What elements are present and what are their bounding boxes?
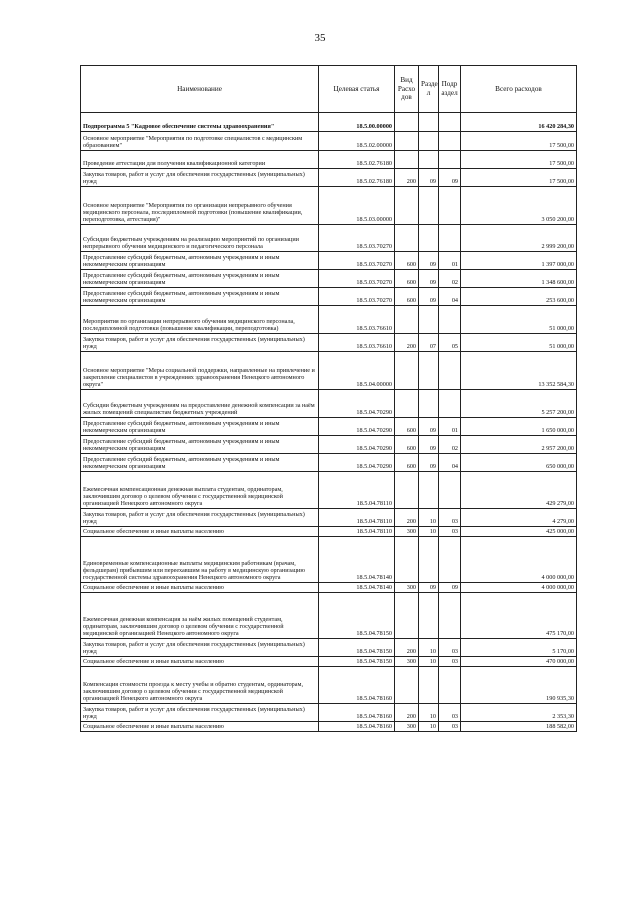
row-target-article: 18.5.03.70270 (319, 252, 395, 270)
row-section: 09 (419, 436, 439, 454)
row-total: 1 397 000,00 (461, 252, 577, 270)
row-name: Предоставление субсидий бюджетным, автономным учреждениям и иным некоммерческим организациям (81, 418, 319, 436)
row-section: 10 (419, 509, 439, 527)
table-row (81, 225, 577, 252)
row-section: 09 (419, 583, 439, 593)
table-header-row (81, 66, 577, 113)
row-total: 5 257 200,00 (461, 390, 577, 418)
row-total: 2 999 200,00 (461, 225, 577, 252)
row-total: 425 000,00 (461, 527, 577, 537)
row-total: 2 957 200,00 (461, 436, 577, 454)
row-subsection (439, 537, 461, 583)
row-target-article: 18.5.03.70270 (319, 288, 395, 306)
row-section: 10 (419, 657, 439, 667)
row-section: 09 (419, 418, 439, 436)
row-section: 09 (419, 288, 439, 306)
table-row (81, 334, 577, 352)
row-subsection: 01 (439, 418, 461, 436)
row-total: 475 170,00 (461, 593, 577, 639)
row-expense-kind (395, 113, 419, 132)
row-section (419, 593, 439, 639)
row-expense-kind: 600 (395, 288, 419, 306)
row-total: 188 582,00 (461, 722, 577, 732)
row-section: 09 (419, 252, 439, 270)
row-name: Предоставление субсидий бюджетным, автономным учреждениям и иным некоммерческим организациям (81, 252, 319, 270)
row-subsection: 03 (439, 527, 461, 537)
table-row (81, 418, 577, 436)
header-subsection: Подр аздел (439, 66, 461, 113)
row-expense-kind: 300 (395, 657, 419, 667)
row-subsection (439, 306, 461, 334)
row-expense-kind: 600 (395, 454, 419, 472)
row-subsection: 03 (439, 722, 461, 732)
table-row (81, 593, 577, 639)
row-subsection: 01 (439, 252, 461, 270)
row-name: Мероприятия по организации непрерывного обучения медицинского персонала, последипломной подготовки (повышение квалификации, переподготовка) (81, 306, 319, 334)
row-subsection: 03 (439, 639, 461, 657)
row-subsection: 02 (439, 436, 461, 454)
table-row (81, 169, 577, 187)
row-name: Ежемесячная денежная компенсация за наём жилых помещений студентам, ординаторам, заключившим договор о целевом обучении с государственной медицинской организацией Ненецкого автономного округа (81, 593, 319, 639)
table-row (81, 657, 577, 667)
row-section (419, 352, 439, 390)
row-name: Предоставление субсидий бюджетным, автономным учреждениям и иным некоммерческим организациям (81, 436, 319, 454)
row-section: 10 (419, 527, 439, 537)
row-subsection (439, 472, 461, 509)
row-expense-kind: 200 (395, 509, 419, 527)
row-name: Проведение аттестации для получения квалификационной категории (81, 151, 319, 169)
header-name: Наименование (81, 66, 319, 113)
row-section (419, 132, 439, 151)
table-row (81, 306, 577, 334)
row-total: 650 000,00 (461, 454, 577, 472)
table-row (81, 270, 577, 288)
row-target-article: 18.5.03.70270 (319, 225, 395, 252)
row-total: 429 279,00 (461, 472, 577, 509)
row-target-article: 18.5.04.78160 (319, 667, 395, 704)
row-target-article: 18.5.00.00000 (319, 113, 395, 132)
row-expense-kind: 200 (395, 704, 419, 722)
table-row (81, 187, 577, 225)
row-expense-kind (395, 151, 419, 169)
row-name: Закупка товаров, работ и услуг для обеспечения государственных (муниципальных) нужд (81, 334, 319, 352)
row-subsection (439, 225, 461, 252)
table-row (81, 252, 577, 270)
row-total: 13 352 584,30 (461, 352, 577, 390)
row-name: Основное мероприятие "Мероприятия по подготовке специалистов с медицинским образованием" (81, 132, 319, 151)
row-section (419, 667, 439, 704)
row-name: Предоставление субсидий бюджетным, автономным учреждениям и иным некоммерческим организациям (81, 454, 319, 472)
row-section (419, 151, 439, 169)
row-expense-kind: 300 (395, 527, 419, 537)
row-subsection (439, 352, 461, 390)
table-row (81, 527, 577, 537)
row-target-article: 18.5.02.76180 (319, 151, 395, 169)
row-target-article: 18.5.04.78140 (319, 583, 395, 593)
row-target-article: 18.5.03.76610 (319, 306, 395, 334)
row-section (419, 390, 439, 418)
table-row (81, 390, 577, 418)
row-subsection (439, 667, 461, 704)
row-section: 09 (419, 169, 439, 187)
row-expense-kind (395, 225, 419, 252)
row-expense-kind: 600 (395, 436, 419, 454)
row-subsection: 02 (439, 270, 461, 288)
row-name: Социальное обеспечение и иные выплаты населению (81, 527, 319, 537)
row-section (419, 225, 439, 252)
page-number: 35 (314, 32, 326, 44)
header-expense-kind: Вид Расхо дов (395, 66, 419, 113)
row-target-article: 18.5.04.78110 (319, 472, 395, 509)
table-row (81, 472, 577, 509)
row-target-article: 18.5.04.78110 (319, 527, 395, 537)
row-target-article: 18.5.04.78150 (319, 657, 395, 667)
row-total: 4 000 000,00 (461, 537, 577, 583)
row-name: Закупка товаров, работ и услуг для обеспечения государственных (муниципальных) нужд (81, 704, 319, 722)
row-total: 17 500,00 (461, 169, 577, 187)
row-section: 10 (419, 722, 439, 732)
table-row (81, 704, 577, 722)
row-name: Единовременные компенсационные выплаты медицинским работникам (врачам, фельдшерам) прибывшим или переехавшим на работу в медицинскую организацию государственной системы здравоохранения Ненецкого автономного округа (81, 537, 319, 583)
row-total: 4 000 000,00 (461, 583, 577, 593)
row-name: Ежемесячная компенсационная денежная выплата студентам, ординаторам, заключившим договор о целевом обучении с государственной медицинской организацией Ненецкого автономного округа (81, 472, 319, 509)
table-row (81, 352, 577, 390)
row-subsection (439, 593, 461, 639)
row-expense-kind (395, 667, 419, 704)
row-name: Закупка товаров, работ и услуг для обеспечения государственных (муниципальных) нужд (81, 509, 319, 527)
row-target-article: 18.5.04.78110 (319, 509, 395, 527)
row-expense-kind (395, 390, 419, 418)
row-expense-kind: 300 (395, 583, 419, 593)
row-name: Социальное обеспечение и иные выплаты населению (81, 657, 319, 667)
table-row (81, 151, 577, 169)
row-total: 17 500,00 (461, 151, 577, 169)
row-total: 51 000,00 (461, 334, 577, 352)
row-total: 16 420 284,30 (461, 113, 577, 132)
row-target-article: 18.5.03.70270 (319, 270, 395, 288)
row-section: 09 (419, 454, 439, 472)
row-total: 3 050 200,00 (461, 187, 577, 225)
row-subsection: 09 (439, 583, 461, 593)
table-row (81, 113, 577, 132)
table-row (81, 509, 577, 527)
row-target-article: 18.5.03.00000 (319, 187, 395, 225)
table-row (81, 132, 577, 151)
row-expense-kind: 600 (395, 418, 419, 436)
row-expense-kind (395, 352, 419, 390)
row-subsection (439, 113, 461, 132)
table-row (81, 722, 577, 732)
row-total: 1 348 600,00 (461, 270, 577, 288)
row-name: Социальное обеспечение и иные выплаты населению (81, 583, 319, 593)
row-name: Компенсация стоимости проезда к месту учебы и обратно студентам, ординаторам, заключившим договор о целевом обучении с государственной медицинской организацией Ненецкого автономного округа (81, 667, 319, 704)
row-target-article: 18.5.04.70290 (319, 436, 395, 454)
row-total: 5 170,00 (461, 639, 577, 657)
row-target-article: 18.5.02.76180 (319, 169, 395, 187)
header-target-article: Целевая статья (319, 66, 395, 113)
row-target-article: 18.5.04.70290 (319, 390, 395, 418)
row-name: Предоставление субсидий бюджетным, автономным учреждениям и иным некоммерческим организациям (81, 270, 319, 288)
row-total: 1 650 000,00 (461, 418, 577, 436)
row-section: 10 (419, 639, 439, 657)
budget-table (80, 65, 577, 732)
table-row (81, 639, 577, 657)
row-target-article: 18.5.04.70290 (319, 454, 395, 472)
row-expense-kind: 600 (395, 270, 419, 288)
row-expense-kind (395, 537, 419, 583)
row-name: Основное мероприятие "Меры социальной поддержки, направленные на привлечение и закрепление специалистов в учреждениях здравоохранения Ненецкого автономного округа" (81, 352, 319, 390)
row-subsection (439, 151, 461, 169)
table-row (81, 667, 577, 704)
row-target-article: 18.5.04.78140 (319, 537, 395, 583)
row-expense-kind: 200 (395, 639, 419, 657)
row-subsection: 03 (439, 509, 461, 527)
row-target-article: 18.5.04.78150 (319, 639, 395, 657)
row-section: 10 (419, 704, 439, 722)
row-expense-kind: 200 (395, 169, 419, 187)
row-subsection: 03 (439, 704, 461, 722)
row-total: 190 935,30 (461, 667, 577, 704)
row-total: 17 500,00 (461, 132, 577, 151)
row-name: Субсидии бюджетным учреждениям на реализацию мероприятий по организации непрерывного обучения медицинского и педагогического персонала (81, 225, 319, 252)
row-expense-kind (395, 132, 419, 151)
row-subsection: 03 (439, 657, 461, 667)
row-total: 253 600,00 (461, 288, 577, 306)
row-name: Основное мероприятие "Мероприятия по организации непрерывного обучения медицинского персонала, последипломной подготовки (повышение квалификации, переподготовка, аттестация)" (81, 187, 319, 225)
row-target-article: 18.5.04.78150 (319, 593, 395, 639)
row-section (419, 113, 439, 132)
row-expense-kind (395, 306, 419, 334)
row-name: Подпрограмма 5 "Кадровое обеспечение системы здравоохранения" (81, 113, 319, 132)
row-name: Предоставление субсидий бюджетным, автономным учреждениям и иным некоммерческим организациям (81, 288, 319, 306)
row-total: 51 000,00 (461, 306, 577, 334)
row-expense-kind: 600 (395, 252, 419, 270)
table-body (81, 113, 577, 732)
row-total: 4 279,00 (461, 509, 577, 527)
row-expense-kind (395, 472, 419, 509)
row-subsection: 04 (439, 288, 461, 306)
row-target-article: 18.5.04.70290 (319, 418, 395, 436)
row-total: 470 000,00 (461, 657, 577, 667)
row-expense-kind: 300 (395, 722, 419, 732)
row-name: Закупка товаров, работ и услуг для обеспечения государственных (муниципальных) нужд (81, 169, 319, 187)
row-target-article: 18.5.04.78160 (319, 704, 395, 722)
row-section: 07 (419, 334, 439, 352)
table-row (81, 537, 577, 583)
row-section (419, 472, 439, 509)
row-target-article: 18.5.04.78160 (319, 722, 395, 732)
row-subsection: 09 (439, 169, 461, 187)
header-section: Разде л (419, 66, 439, 113)
row-section (419, 537, 439, 583)
row-expense-kind (395, 187, 419, 225)
row-subsection (439, 132, 461, 151)
row-subsection (439, 187, 461, 225)
row-section (419, 306, 439, 334)
row-subsection (439, 390, 461, 418)
row-name: Закупка товаров, работ и услуг для обеспечения государственных (муниципальных) нужд (81, 639, 319, 657)
header-total: Всего расходов (461, 66, 577, 113)
row-subsection: 05 (439, 334, 461, 352)
row-name: Субсидии бюджетным учреждениям на предоставление денежной компенсации за наём жилых помещений специалистам бюджетных учреждений (81, 390, 319, 418)
row-section: 09 (419, 270, 439, 288)
table-row (81, 436, 577, 454)
row-target-article: 18.5.02.00000 (319, 132, 395, 151)
row-expense-kind (395, 593, 419, 639)
row-section (419, 187, 439, 225)
row-target-article: 18.5.04.00000 (319, 352, 395, 390)
table-row (81, 288, 577, 306)
table-row (81, 583, 577, 593)
row-name: Социальное обеспечение и иные выплаты населению (81, 722, 319, 732)
row-target-article: 18.5.03.76610 (319, 334, 395, 352)
row-subsection: 04 (439, 454, 461, 472)
row-total: 2 353,30 (461, 704, 577, 722)
row-expense-kind: 200 (395, 334, 419, 352)
table-row (81, 454, 577, 472)
